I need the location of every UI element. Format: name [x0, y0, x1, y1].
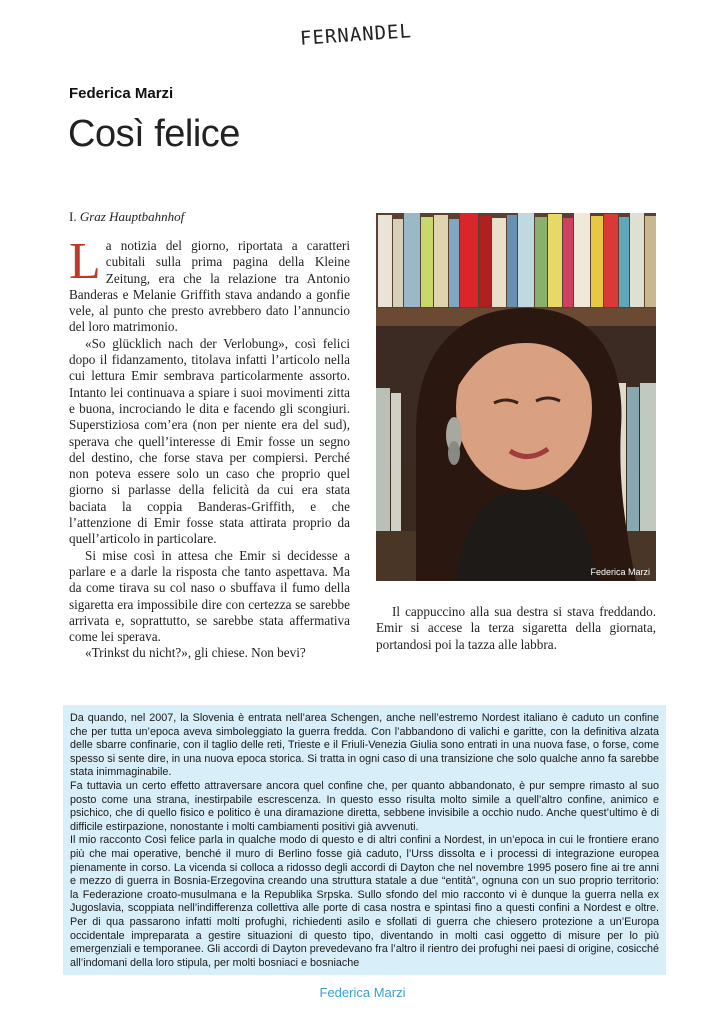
story-title: Così felice	[68, 113, 240, 155]
author-photo-illustration	[376, 213, 656, 581]
note-paragraph: Da quando, nel 2007, la Slovenia è entrata nell’area Schengen, anche nell’estremo Nordest italiano è caduto un confine che per tutta un’epoca aveva simboleggiato la guerra fredda. Con l’abbandono di valichi e garitte, con la definitiva alzata delle sbarre confinarie, con il taglio delle reti, Trieste e il Friuli-Venezia Giulia sono entrati in una nuova fase, o forse, come spesso si sente dire, in una nuova epoca storica. Si tratta in ogni caso di una transizione che solo qualche anno fa sarebbe stata inimmaginabile.	[70, 712, 659, 779]
note-paragraph: Fa tuttavia un certo effetto attraversare ancora quel confine che, per quanto abbandonato, è pur sempre rimasto al suo posto come una strana, inestirpabile escrescenza. In questo esso risulta molto simile a quell’altro confine, animico e psichico, che di quello fisico e politico è una diramazione diretta, sebbene invisibile a occhio nudo. Anche quest’ultimo è di difficile estirpazione, nonostante i molti cambiamenti positivi già avvenuti.	[70, 779, 659, 833]
author-note-box	[63, 705, 666, 975]
left-column	[69, 233, 350, 662]
publisher-logo: FERNANDEL	[299, 20, 413, 50]
author-photo	[376, 213, 656, 581]
paragraph: Il cappuccino alla sua destra si stava freddando. Emir si accese la terza sigaretta della giornata, portandosi poi la tazza alle labbra.	[376, 604, 656, 652]
photo-caption: Federica Marzi	[590, 567, 650, 577]
section-number: I.	[69, 209, 77, 224]
drop-cap: L	[69, 233, 101, 290]
right-column	[376, 604, 656, 653]
paragraph: Si mise così in attesa che Emir si decidesse a parlare e a darle la risposta che tanto aspettava. Ma da come tirava su col naso o sbuffava il fumo della sigaretta era impossibile dire con certezza se sarebbe arrivata e, soprattutto, se sarebbe stata affermativa come lei sperava.	[69, 547, 350, 645]
paragraph: a notizia del giorno, riportata a caratteri cubitali sulla prima pagina della Kleine Zeitung, era che la relazione tra Antonio Banderas e Melanie Griffith stava andando a gonfie vele, al punto che presto avrebbero dato l’annuncio del loro matrimonio.	[69, 238, 350, 335]
section-heading	[69, 209, 184, 225]
footer-author: Federica Marzi	[319, 985, 406, 1000]
paragraph: «So glücklich nach der Verlobung», così felici dopo il fidanzamento, titolava infatti l’articolo nella cui lettura Emir sembrava particolarmente assorto. Intanto lei continuava a spiare i suoi movimenti zitta e buona, incrociando le dita e facendo gli scongiuri. Superstiziosa com’era (non per niente era del sud), sperava che quell’interesse di Emir fosse un segno del destino, che forse stava per compiersi. Perché non poteva essere solo un caso che proprio quel giorno si parlasse della felicità da cui era stata baciata la coppia Banderas-Griffith, e che l’attenzione di Emir fosse stata attirata proprio da quell’articolo in particolare.	[69, 335, 350, 547]
section-name: Graz Hauptbahnhof	[79, 209, 185, 224]
paragraph: «Trinkst du nicht?», gli chiese. Non bevi?	[85, 645, 306, 661]
author-name: Federica Marzi	[69, 85, 174, 102]
note-paragraph: Il mio racconto Così felice parla in qualche modo di questo e di altri confini a Nordest, in un’epoca in cui le frontiere erano più che mai operative, benché il muro di Berlino fosse già caduto, l’Urss dissolta e i processi di integrazione europea pienamente in corso. La vicenda si colloca a ridosso degli accordi di Dayton che nel novembre 1995 posero fine ai tre anni e mezzo di guerra in Bosnia-Erzegovina creando una struttura statale a due “entità”, ognuna con un suo proprio territorio: la Federazione croato-musulmana e la Republika Srpska. Sullo sfondo del mio racconto vi è dunque la guerra nella ex Jugoslavia, scoppiata nell’indifferenza collettiva alle porte di casa nostra e spintasi fino a questi confini a Nordest e oltre. Per di qua passarono infatti molti profughi, richiedenti asilo e sfollati di guerra che chiesero protezione a un’Europa occidentale impreparata a gestire situazioni di questo tipo, diventando in molti casi oggetto di misure per lo più emergenziali e temporanee. Gli accordi di Dayton prevedevano fra l’altro il rientro dei profughi nei paesi di origine, cosicché all’indomani della loro stipula, per molti bosniaci e bosniache	[70, 834, 659, 969]
